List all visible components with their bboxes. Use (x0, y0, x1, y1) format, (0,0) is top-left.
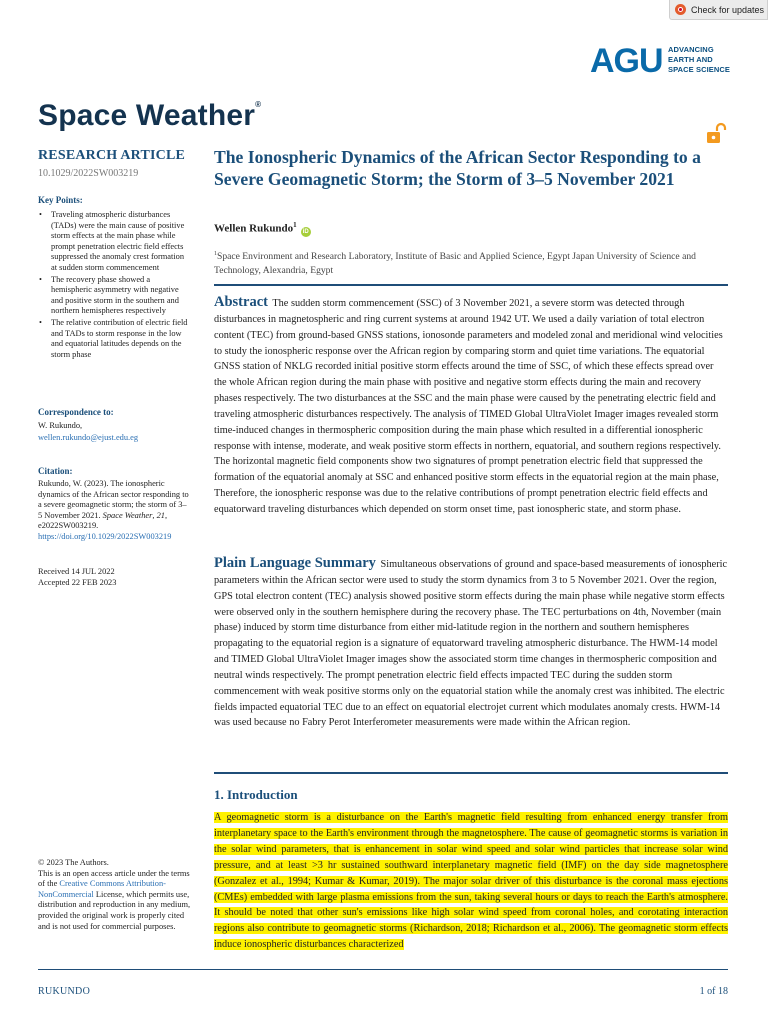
citation-heading: Citation: (38, 466, 73, 476)
article-title: The Ionospheric Dynamics of the African Sector Responding to a Severe Geomagnetic Storm; the Storm of 3–5 November 2021 (214, 147, 701, 189)
abstract-text: The sudden storm commencement (SSC) of 3 November 2021, a severe storm was detected through disturbances in magnetospheric and ring current systems at around 1942 UT. We used a daily variation of total electron content (TEC) from ground-based GNSS stations, ionosonde parameters and modeled zonal and meridional wind velocities to study the ionospheric response over the African region by comparing storm and quiet time variations. The equatorial GNSS station of NKLG recorded initial positive storm effects around the time of SSC, of which these effects spread over the whole African region during the main phase with positive and negative storm effects during the main and recovery phases respectively. The two disturbances at the SSC and the main phase were caused by the penetrating electric field and traveling atmospheric disturbances respectively. The analysis of TIMED Global UltraViolet Imager images revealed storm time-induced changes in thermospheric composition during the main phase which resulted in a differential ionospheric response with intense, moderate, and weak positive storm effects in northern, equatorial, and southern regions respectively. The horizontal magnetic field components show two signatures of prompt penetration electric field that suppressed the formation of the equatorial anomaly at SSC and enhanced positive storm effects in the equatorial region at the main phase, Therefore, the ionospheric response was due to the relative contributions of prompt penetration electric field effects and equatorward traveling disturbances which depended on storm onset time, past ionospheric state, and storm phase. (214, 298, 723, 515)
key-point: • Traveling atmospheric disturbances (TADs) were the main cause of positive storm effects at the main phase while prompt penetration electric field effects suppressed the anomaly crest formation at sudden storm commencement (38, 210, 188, 274)
correspondence-email-link[interactable]: wellen.rukundo@ejust.edu.eg (38, 433, 139, 442)
agu-tagline-line-1: ADVANCING (668, 45, 714, 54)
agu-logo: AGU (590, 42, 663, 80)
introduction-heading: 1. Introduction (214, 787, 298, 802)
highlighted-text[interactable]: A geomagnetic storm is a disturbance on the Earth's magnetic field resulting from enhanced energy transfer from interplanetary space to the Earth's environment through the magnetosphere. The cause of geomagnetic storms is variation in the solar wind parameters, that is enhancement in solar wind speed and solar wind particles that increase solar wind pressure, and at least >3 hr sustained southward interplanetary magnetic field (IMF) on the day side magnetosphere (Gonzalez et al., 1994; Kumar & Kumar, 2019). The major solar driver of this disturbance is the coronal mass ejections (CMEs) embedded with large plasma emissions from the sun, taking several hours or days to reach the Earth's atmosphere. It should be noted that other sun's emissions like high solar wind speed from coronal holes, and corotating interaction regions also contribute to geomagnetic storms (Richardson, 2018; Richardson et al., 2006). The geomagnetic storm effects induce ionospheric disturbances characterized (214, 812, 728, 951)
license-link[interactable]: Creative Commons Attribution-NonCommercial (38, 879, 166, 899)
affiliation (214, 247, 728, 278)
abstract-label: Abstract (214, 294, 268, 310)
affiliation-mark: 1 (214, 251, 217, 257)
pls-label: Plain Language Summary (214, 555, 376, 571)
key-points-heading: Key Points: (38, 195, 83, 205)
key-points-list (38, 210, 188, 361)
check-for-updates-button[interactable] (669, 0, 768, 20)
citation-journal: Space Weather (102, 510, 153, 520)
registered-mark: ® (255, 100, 262, 109)
article-type: RESEARCH ARTICLE (38, 148, 186, 163)
agu-tagline-line-2: EARTH AND (668, 55, 713, 64)
running-head: RUKUNDO (38, 986, 91, 997)
plain-language-summary (214, 556, 728, 731)
pls-text: Simultaneous observations of ground and space-based measurements of ionospheric parameters within the African sector were used to study the storm dynamics from 3 to 5 November 2021. Over the region, GPS total electron content (TEC) analysis showed positive storm effects during the main phase while negative storm effects were observed only in the southern hemisphere during the recovery phase. The TEC perturbations on 4th, November (main phase) induced by storm time disturbance from either mid-latitude region in the northern and southern hemispheres propagating to the equatorial region is a signature of equatorward traveling atmospheric disturbance. The HWM-14 model and TIMED Global UltraViolet Imager images show the associated storm time changes in thermospheric composition and neutral winds respectively. The prompt penetration electric field effects impacted TEC during the sudden storm commencement with weak positive storms only on the equatorial station while the anomaly crest was inhibited. The electric fields impacted equatorial TEC due to an effect on equatorial electrojet current which modulates anomaly crests. HWM-14 was used because no Fabry Perot Interferometer measurements were made within the African region. (214, 559, 728, 729)
license-text-end: License, which permits use, distribution and reproduction in any medium, provided the original work is properly cited and is not used for commercial purposes. (38, 889, 191, 931)
citation-reference: Rukundo, W. (2023). The ionospheric dynamics of the African sector responding to a severe geomagnetic storm; the storm of 3–5 November 2021. (38, 479, 189, 520)
abstract (214, 295, 728, 518)
journal-title: Space Weather (38, 99, 256, 132)
introduction-text (214, 810, 728, 953)
abstract-divider (214, 284, 728, 286)
citation-text: Rukundo, W. (2023). The ionospheric dynamics of the African sector responding to a severe geomagnetic storm; the storm of 3–5 November 2021. Space Weather, 21, e2022SW003219. https://doi.org/10.1029/2022SW003219 (38, 479, 189, 541)
citation-article-number: , e2022SW003219. (38, 510, 168, 531)
copyright-line: © 2023 The Authors. (38, 858, 109, 867)
key-point: • The relative contribution of electric field and TADs to storm response in the low and equatorial latitudes depends on the storm phase (38, 318, 188, 360)
footer-divider (38, 969, 728, 970)
open-access-icon (704, 122, 728, 146)
citation-doi-link[interactable]: https://doi.org/10.1029/2022SW003219 (38, 531, 172, 541)
journal-name (38, 99, 261, 133)
author-name[interactable]: Wellen Rukundo (214, 222, 294, 235)
author-line (214, 221, 728, 237)
author-affiliation-mark: 1 (293, 221, 297, 229)
crossmark-icon (675, 4, 686, 15)
doi[interactable]: 10.1029/2022SW003219 (38, 168, 139, 179)
agu-tagline (668, 45, 730, 75)
correspondence-name: W. Rukundo, (38, 421, 83, 430)
intro-divider (214, 772, 728, 774)
affiliation-text: Space Environment and Research Laboratory, Institute of Basic and Applied Science, Egypt Japan University of Science and Technology, Alexandria, Egypt (214, 251, 696, 277)
agu-tagline-line-3: SPACE SCIENCE (668, 65, 731, 74)
copyright-notice (38, 858, 193, 932)
license-text-start: This is an open access article under the terms of the (38, 868, 190, 889)
orcid-icon[interactable]: iD (302, 228, 309, 235)
check-for-updates-label: Check for updates (691, 4, 765, 15)
key-point: • The recovery phase showed a hemispheric asymmetry with negative and positive storm in the southern and northern hemispheres respectively (38, 275, 188, 317)
received-date: Received 14 JUL 2022 (38, 567, 115, 576)
page-number: 1 of 18 (699, 986, 728, 997)
accepted-date: Accepted 22 FEB 2023 (38, 578, 117, 587)
correspondence-heading: Correspondence to: (38, 407, 114, 417)
citation-volume: 21 (156, 510, 165, 520)
